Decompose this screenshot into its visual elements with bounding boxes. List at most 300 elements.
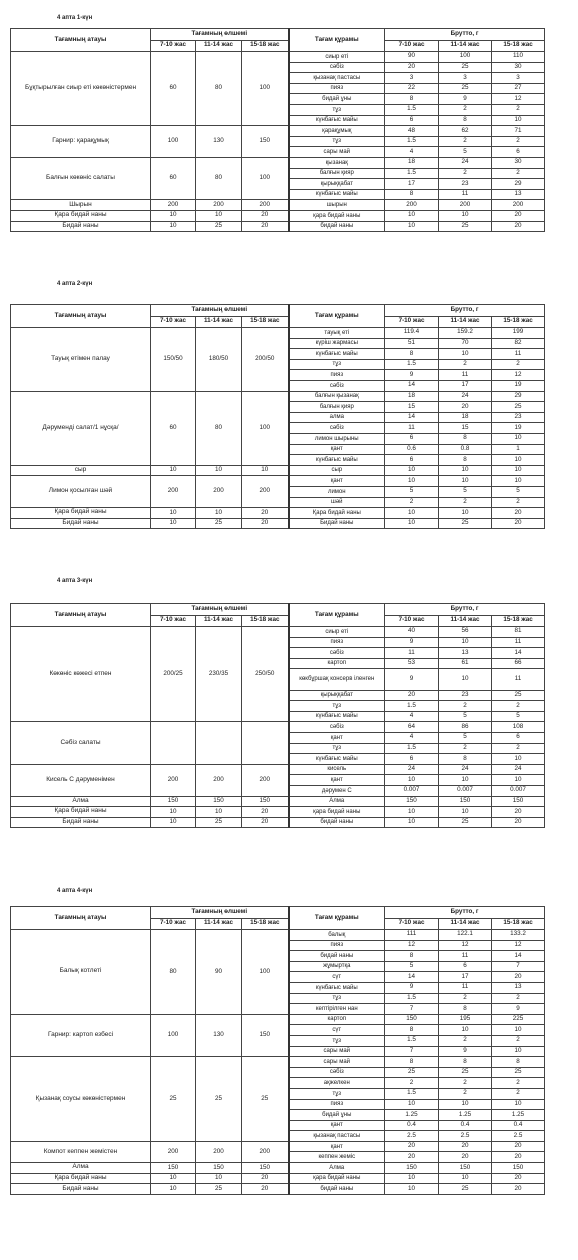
gross-value: 100 <box>439 52 492 63</box>
gross-value: 8 <box>385 1057 439 1068</box>
gross-value: 10 <box>492 465 545 476</box>
portion-value: 180/50 <box>196 328 242 392</box>
ingredient-name: тұз <box>289 743 385 754</box>
gross-value: 18 <box>385 157 439 168</box>
gross-value: 6 <box>385 455 439 466</box>
header-gross: Брутто, г <box>385 907 545 919</box>
gross-value: 12 <box>492 940 545 951</box>
gross-value: 51 <box>385 338 439 349</box>
gross-value: 2 <box>492 104 545 115</box>
gross-value: 150 <box>492 796 545 807</box>
header-age: 11-14 жас <box>439 918 492 930</box>
day-title: 4 апта 1-күн <box>57 15 93 21</box>
gross-value: 10 <box>385 1184 439 1195</box>
gross-value: 8 <box>439 115 492 126</box>
portion-value: 20 <box>242 508 289 519</box>
gross-value: 20 <box>439 1152 492 1163</box>
header-dish-name: Тағамның атауы <box>11 29 151 52</box>
dish-name: Бұқтырылған сиыр еті көкөністермен <box>11 52 151 126</box>
ingredient-name: қызанақ пастасы <box>289 1131 385 1142</box>
gross-value: 6 <box>385 754 439 765</box>
header-age: 15-18 жас <box>492 316 545 328</box>
gross-value: 19 <box>492 423 545 434</box>
gross-value: 20 <box>385 1141 439 1152</box>
portion-value: 80 <box>196 52 242 126</box>
portion-value: 10 <box>196 210 242 221</box>
gross-value: 2 <box>492 1078 545 1089</box>
gross-value: 19 <box>492 380 545 391</box>
gross-value: 20 <box>492 210 545 221</box>
gross-value: 10 <box>385 210 439 221</box>
gross-value: 5 <box>439 147 492 158</box>
gross-value: 9 <box>385 982 439 993</box>
dish-name: Сәбіз салаты <box>11 722 151 764</box>
gross-value: 159.2 <box>439 328 492 339</box>
gross-value: 20 <box>492 817 545 828</box>
gross-value: 20 <box>385 1152 439 1163</box>
gross-value: 14 <box>385 972 439 983</box>
portion-value: 100 <box>151 1014 196 1056</box>
portion-value: 150 <box>196 796 242 807</box>
gross-value: 11 <box>439 370 492 381</box>
gross-value: 27 <box>492 83 545 94</box>
gross-value: 1.25 <box>439 1110 492 1121</box>
dish-name: Қызанақ соусы көкөністермен <box>11 1057 151 1142</box>
portion-value: 20 <box>242 817 289 828</box>
gross-value: 225 <box>492 1014 545 1025</box>
gross-value: 14 <box>492 648 545 659</box>
gross-value: 3 <box>385 73 439 84</box>
gross-value: 1.5 <box>385 1088 439 1099</box>
gross-value: 25 <box>385 1067 439 1078</box>
header-gross: Брутто, г <box>385 604 545 616</box>
ingredient-name: тұз <box>289 104 385 115</box>
header-age: 15-18 жас <box>242 40 289 52</box>
table-row <box>11 1184 545 1195</box>
table-row <box>11 1057 545 1068</box>
dish-name: Алма <box>11 796 151 807</box>
gross-value: 9 <box>492 1004 545 1015</box>
gross-value: 20 <box>492 1141 545 1152</box>
gross-value: 10 <box>439 465 492 476</box>
ingredient-name: Алма <box>289 1163 385 1174</box>
gross-value: 10 <box>439 1025 492 1036</box>
gross-value: 30 <box>492 157 545 168</box>
header-composition: Тағам құрамы <box>289 305 385 328</box>
ingredient-name: Қара бидай наны <box>289 508 385 519</box>
portion-value: 150 <box>196 1163 242 1174</box>
dish-name: Лимон қосылған шәй <box>11 476 151 508</box>
ingredient-name: қара бидай наны <box>289 1173 385 1184</box>
gross-value: 2 <box>492 168 545 179</box>
header-age: 11-14 жас <box>196 316 242 328</box>
day-title: 4 апта 4-күн <box>57 888 93 894</box>
gross-value: 2 <box>439 701 492 712</box>
ingredient-name: қызанақ <box>289 157 385 168</box>
portion-value: 20 <box>242 210 289 221</box>
ingredient-name: сәбіз <box>289 722 385 733</box>
gross-value: 10 <box>385 508 439 519</box>
header-age: 15-18 жас <box>492 615 545 627</box>
ingredient-name: күнбағыс майы <box>289 115 385 126</box>
portion-value: 200 <box>196 200 242 211</box>
gross-value: 195 <box>439 1014 492 1025</box>
header-portion: Тағамның өлшемі <box>151 29 289 41</box>
portion-value: 20 <box>242 1173 289 1184</box>
dish-name: Балық котлеті <box>11 930 151 1015</box>
table-row <box>11 210 545 221</box>
gross-value: 2 <box>492 359 545 370</box>
gross-value: 23 <box>439 690 492 701</box>
gross-value: 150 <box>385 1014 439 1025</box>
ingredient-name: сүт <box>289 1025 385 1036</box>
gross-value: 8 <box>439 455 492 466</box>
ingredient-name: сары май <box>289 1057 385 1068</box>
dish-name: Балғын көкөніс салаты <box>11 157 151 199</box>
gross-value: 0.8 <box>439 444 492 455</box>
ingredient-name: сыр <box>289 465 385 476</box>
dish-name: Компот кеппен жемістен <box>11 1141 151 1162</box>
portion-value: 25 <box>196 518 242 529</box>
gross-value: 2 <box>439 359 492 370</box>
ingredient-name: картоп <box>289 658 385 669</box>
gross-value: 15 <box>385 402 439 413</box>
gross-value: 2 <box>492 1035 545 1046</box>
header-age: 11-14 жас <box>439 615 492 627</box>
gross-value: 150 <box>385 1163 439 1174</box>
header-age: 11-14 жас <box>439 316 492 328</box>
dish-name: Гарнир: картоп езбесі <box>11 1014 151 1056</box>
gross-value: 2 <box>439 1088 492 1099</box>
portion-value: 200/25 <box>151 627 196 722</box>
gross-value: 1.5 <box>385 1035 439 1046</box>
portion-value: 200 <box>151 764 196 796</box>
gross-value: 25 <box>439 221 492 232</box>
portion-value: 150 <box>151 796 196 807</box>
portion-value: 25 <box>196 1057 242 1142</box>
gross-value: 10 <box>385 775 439 786</box>
gross-value: 66 <box>492 658 545 669</box>
portion-value: 10 <box>196 465 242 476</box>
gross-value: 2.5 <box>439 1131 492 1142</box>
gross-value: 2 <box>439 168 492 179</box>
gross-value: 8 <box>492 1057 545 1068</box>
gross-value: 11 <box>492 669 545 690</box>
gross-value: 11 <box>492 349 545 360</box>
gross-value: 25 <box>492 1067 545 1078</box>
gross-value: 6 <box>385 433 439 444</box>
gross-value: 10 <box>492 1046 545 1057</box>
gross-value: 15 <box>439 423 492 434</box>
ingredient-name: балық <box>289 930 385 941</box>
gross-value: 200 <box>439 200 492 211</box>
gross-value: 2 <box>439 993 492 1004</box>
table-row <box>11 722 545 733</box>
ingredient-name: бидай наны <box>289 817 385 828</box>
gross-value: 2 <box>492 993 545 1004</box>
gross-value: 1.5 <box>385 168 439 179</box>
gross-value: 8 <box>385 189 439 200</box>
portion-value: 100 <box>242 930 289 1015</box>
portion-value: 10 <box>151 210 196 221</box>
ingredient-name: қара бидай наны <box>289 210 385 221</box>
portion-value: 25 <box>242 1057 289 1142</box>
header-age: 11-14 жас <box>196 615 242 627</box>
gross-value: 24 <box>385 764 439 775</box>
gross-value: 11 <box>439 189 492 200</box>
menu-table <box>10 603 545 828</box>
dish-name: Тауық етімен палау <box>11 328 151 392</box>
gross-value: 0.007 <box>492 785 545 796</box>
gross-value: 10 <box>492 115 545 126</box>
ingredient-name: Бидай наны <box>289 518 385 529</box>
gross-value: 70 <box>439 338 492 349</box>
gross-value: 2 <box>385 497 439 508</box>
portion-value: 10 <box>151 1173 196 1184</box>
gross-value: 25 <box>439 817 492 828</box>
ingredient-name: тұз <box>289 1088 385 1099</box>
header-age: 7-10 жас <box>151 918 196 930</box>
gross-value: 2 <box>492 1088 545 1099</box>
portion-value: 80 <box>196 157 242 199</box>
gross-value: 10 <box>385 1099 439 1110</box>
table-row <box>11 1014 545 1025</box>
portion-value <box>242 722 289 764</box>
dish-name: Шырын <box>11 200 151 211</box>
table-row <box>11 126 545 137</box>
table-row <box>11 627 545 638</box>
gross-value: 2 <box>492 743 545 754</box>
gross-value: 3 <box>492 73 545 84</box>
header-age: 15-18 жас <box>492 918 545 930</box>
gross-value: 10 <box>385 1173 439 1184</box>
gross-value: 25 <box>439 518 492 529</box>
portion-value: 200 <box>242 476 289 508</box>
header-dish-name: Тағамның атауы <box>11 604 151 627</box>
gross-value: 10 <box>439 508 492 519</box>
gross-value: 12 <box>439 940 492 951</box>
header-portion: Тағамның өлшемі <box>151 604 289 616</box>
gross-value: 150 <box>439 796 492 807</box>
portion-value <box>196 722 242 764</box>
gross-value: 10 <box>385 465 439 476</box>
gross-value: 10 <box>385 476 439 487</box>
gross-value: 20 <box>492 1184 545 1195</box>
gross-value: 29 <box>492 391 545 402</box>
ingredient-name: бидай ұны <box>289 1110 385 1121</box>
portion-value: 250/50 <box>242 627 289 722</box>
ingredient-name: тұз <box>289 701 385 712</box>
header-gross: Брутто, г <box>385 29 545 41</box>
ingredient-name: картоп <box>289 1014 385 1025</box>
header-portion: Тағамның өлшемі <box>151 305 289 317</box>
gross-value: 12 <box>492 370 545 381</box>
gross-value: 29 <box>492 179 545 190</box>
portion-value: 200 <box>242 1141 289 1162</box>
portion-value: 60 <box>151 52 196 126</box>
gross-value: 11 <box>439 982 492 993</box>
portion-value: 200 <box>242 200 289 211</box>
ingredient-name: Алма <box>289 796 385 807</box>
gross-value: 62 <box>439 126 492 137</box>
header-composition: Тағам құрамы <box>289 29 385 52</box>
table-row <box>11 930 545 941</box>
ingredient-name: тауық еті <box>289 328 385 339</box>
gross-value: 40 <box>385 627 439 638</box>
dish-name: Дәрумендi салат/1 нұсқа/ <box>11 391 151 465</box>
gross-value: 0.4 <box>385 1120 439 1131</box>
ingredient-name: пияз <box>289 940 385 951</box>
gross-value: 108 <box>492 722 545 733</box>
gross-value: 4 <box>385 147 439 158</box>
header-age: 11-14 жас <box>196 40 242 52</box>
gross-value: 9 <box>439 1046 492 1057</box>
gross-value: 0.4 <box>492 1120 545 1131</box>
ingredient-name: күнбағыс майы <box>289 982 385 993</box>
gross-value: 20 <box>439 402 492 413</box>
gross-value: 11 <box>385 648 439 659</box>
portion-value: 200 <box>242 764 289 796</box>
ingredient-name: сиыр еті <box>289 627 385 638</box>
gross-value: 150 <box>439 1163 492 1174</box>
gross-value: 6 <box>439 961 492 972</box>
ingredient-name: балғын қияр <box>289 402 385 413</box>
gross-value: 7 <box>492 961 545 972</box>
gross-value: 6 <box>492 732 545 743</box>
gross-value: 10 <box>439 637 492 648</box>
portion-value: 200 <box>151 476 196 508</box>
gross-value: 2 <box>439 1078 492 1089</box>
gross-value: 17 <box>439 380 492 391</box>
ingredient-name: сәбіз <box>289 648 385 659</box>
ingredient-name: қант <box>289 444 385 455</box>
gross-value: 1.5 <box>385 359 439 370</box>
portion-value: 10 <box>151 465 196 476</box>
portion-value: 130 <box>196 1014 242 1056</box>
header-dish-name: Тағамның атауы <box>11 305 151 328</box>
gross-value: 14 <box>385 380 439 391</box>
gross-value: 1.25 <box>385 1110 439 1121</box>
table-row <box>11 476 545 487</box>
gross-value: 10 <box>492 775 545 786</box>
ingredient-name: балғын қызанақ <box>289 391 385 402</box>
portion-value: 100 <box>151 126 196 158</box>
ingredient-name: қант <box>289 732 385 743</box>
portion-value: 150 <box>242 126 289 158</box>
gross-value: 7 <box>385 1004 439 1015</box>
portion-value: 10 <box>151 807 196 818</box>
gross-value: 150 <box>492 1163 545 1174</box>
gross-value: 81 <box>492 627 545 638</box>
gross-value: 8 <box>385 349 439 360</box>
ingredient-name: кеппен жеміс <box>289 1152 385 1163</box>
ingredient-name: жұмыртқа <box>289 961 385 972</box>
gross-value: 10 <box>439 1173 492 1184</box>
header-age: 11-14 жас <box>196 918 242 930</box>
gross-value: 13 <box>492 982 545 993</box>
gross-value: 18 <box>385 391 439 402</box>
portion-value: 60 <box>151 157 196 199</box>
gross-value: 6 <box>492 147 545 158</box>
gross-value: 10 <box>492 1099 545 1110</box>
dish-name: Көкөніс көжесі етпен <box>11 627 151 722</box>
portion-value: 150 <box>151 1163 196 1174</box>
portion-value: 20 <box>242 807 289 818</box>
ingredient-name: күнбағыс майы <box>289 711 385 722</box>
gross-value: 6 <box>385 115 439 126</box>
gross-value: 14 <box>385 412 439 423</box>
ingredient-name: бидай наны <box>289 221 385 232</box>
gross-value: 25 <box>439 1067 492 1078</box>
gross-value: 2 <box>492 136 545 147</box>
day-title: 4 апта 3-күн <box>57 578 93 584</box>
portion-value: 200 <box>196 476 242 508</box>
header-age: 7-10 жас <box>151 40 196 52</box>
portion-value: 150 <box>242 1014 289 1056</box>
gross-value: 10 <box>385 221 439 232</box>
ingredient-name: кисель <box>289 764 385 775</box>
gross-value: 86 <box>439 722 492 733</box>
gross-value: 10 <box>439 210 492 221</box>
ingredient-name: алма <box>289 412 385 423</box>
gross-value: 1.5 <box>385 104 439 115</box>
header-dish-name: Тағамның атауы <box>11 907 151 930</box>
gross-value: 13 <box>492 189 545 200</box>
gross-value: 9 <box>385 669 439 690</box>
table-row <box>11 52 545 63</box>
gross-value: 4 <box>385 711 439 722</box>
gross-value: 1 <box>492 444 545 455</box>
header-age: 7-10 жас <box>385 615 439 627</box>
gross-value: 9 <box>385 637 439 648</box>
gross-value: 1.5 <box>385 743 439 754</box>
gross-value: 24 <box>439 391 492 402</box>
gross-value: 3 <box>439 73 492 84</box>
ingredient-name: шырын <box>289 200 385 211</box>
portion-value: 60 <box>151 391 196 465</box>
ingredient-name: сәбіз <box>289 423 385 434</box>
gross-value: 10 <box>439 1099 492 1110</box>
ingredient-name: қант <box>289 476 385 487</box>
gross-value: 10 <box>439 349 492 360</box>
ingredient-name: тұз <box>289 136 385 147</box>
header-age: 15-18 жас <box>492 40 545 52</box>
gross-value: 12 <box>492 94 545 105</box>
gross-value: 20 <box>492 807 545 818</box>
gross-value: 2.5 <box>492 1131 545 1142</box>
dish-name: Қара бидай наны <box>11 210 151 221</box>
portion-value: 10 <box>196 807 242 818</box>
portion-value: 10 <box>151 221 196 232</box>
table-row <box>11 328 545 339</box>
portion-value <box>151 722 196 764</box>
gross-value: 0.007 <box>385 785 439 796</box>
gross-value: 5 <box>492 486 545 497</box>
ingredient-name: бидай наны <box>289 951 385 962</box>
ingredient-name: күнбағыс майы <box>289 754 385 765</box>
dish-name: Кисель С дәруменімен <box>11 764 151 796</box>
portion-value: 10 <box>151 508 196 519</box>
ingredient-name: сары май <box>289 147 385 158</box>
gross-value: 12 <box>385 940 439 951</box>
gross-value: 8 <box>385 94 439 105</box>
gross-value: 56 <box>439 627 492 638</box>
gross-value: 0.007 <box>439 785 492 796</box>
portion-value: 80 <box>196 391 242 465</box>
ingredient-name: пияз <box>289 637 385 648</box>
portion-value: 150/50 <box>151 328 196 392</box>
ingredient-name: күнбағыс майы <box>289 455 385 466</box>
